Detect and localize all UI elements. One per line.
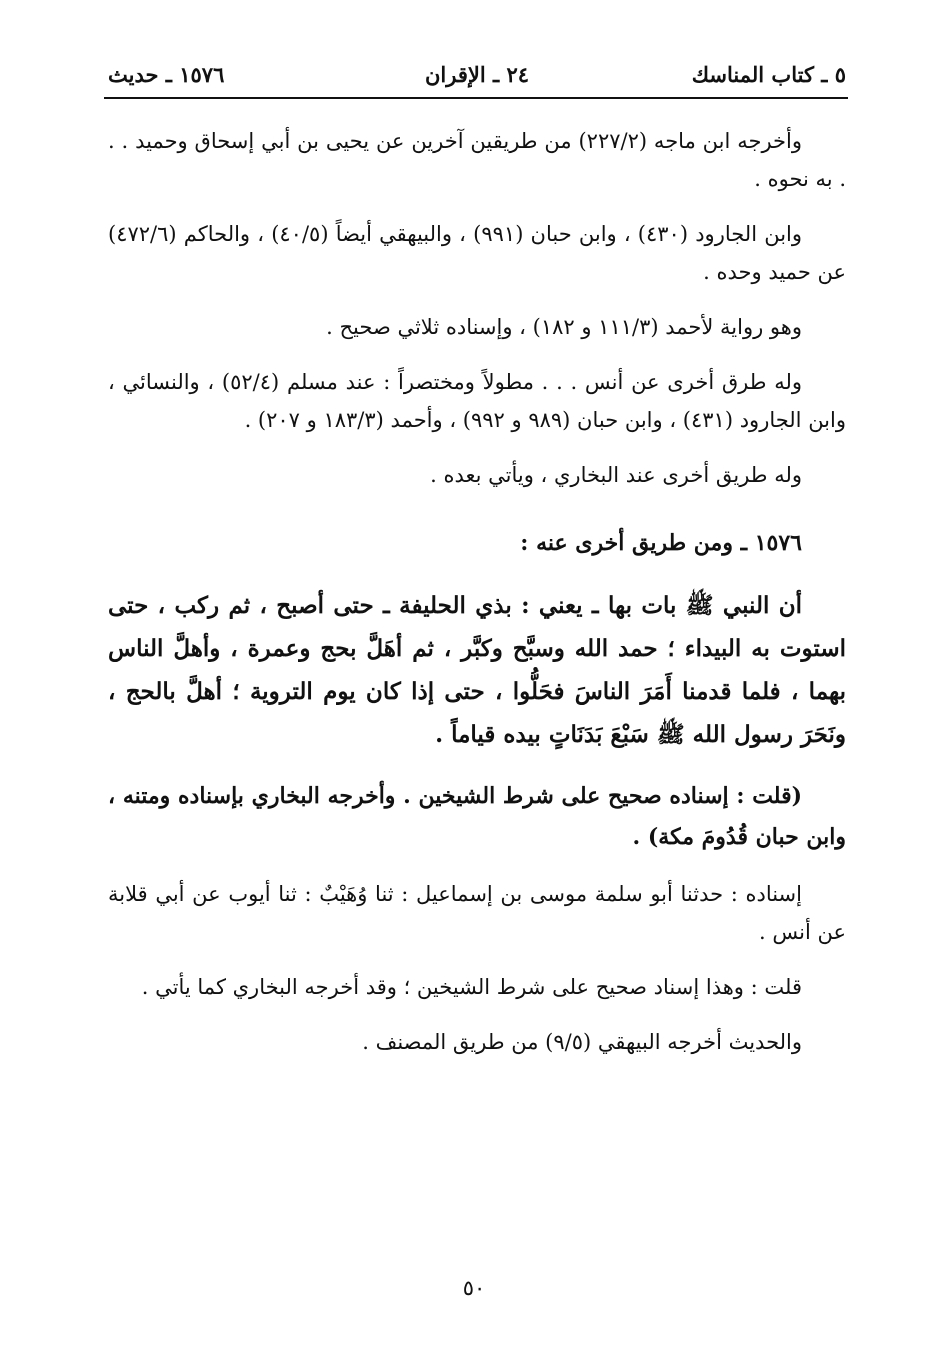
takhrij-paragraph: والحديث أخرجه البيهقي (٩/٥) من طريق المصنف .: [362, 1030, 802, 1054]
paragraph-ibn-majah: وأخرجه ابن ماجه (٢٢٧/٢) من طريقين آخرين عن يحيى بن أبي إسحاق وحميد . . . به نحوه .: [108, 129, 846, 191]
page-body: [108, 122, 846, 1078]
running-header: [108, 56, 846, 96]
paragraph-ibn-jarud: وابن الجارود (٤٣٠) ، وابن حبان (٩٩١) ، والبيهقي أيضاً (٤٠/٥) ، والحاكم (٤٧٢/٦) عن حميد وحده .: [108, 222, 846, 284]
header-rule: [104, 97, 848, 99]
grading-note: (قلت : إسناده صحيح على شرط الشيخين . وأخرجه البخاري بإسناده ومتنه ، وابن حبان قُدُومَ مكة) .: [108, 783, 846, 850]
header-hadith-number: ١٥٧٦ ـ حديث: [108, 62, 225, 87]
paragraph-bukhari-route: وله طريق أخرى عند البخاري ، ويأتي بعده .: [430, 463, 802, 487]
paragraph-ahmad: وهو رواية لأحمد (١١١/٣ و ١٨٢) ، وإسناده ثلاثي صحيح .: [326, 315, 802, 339]
header-chapter-title: ٢٤ ـ الإقران: [424, 62, 530, 87]
header-book-title: ٥ ـ كتاب المناسك: [691, 62, 846, 87]
page-number: ٥٠: [462, 1276, 486, 1300]
hadith-text: أن النبي ﷺ بات بها ـ يعني : بذي الحليفة ـ حتى أصبح ، ثم ركب ، حتى استوت به البيداء ؛ حمد الله وسبَّح وكبَّر ، ثم أهَلَّ بحج وعمرة ، وأهلَّ الناس بهما ، فلما قدمنا أَمَرَ الناسَ فحَلُّوا ، حتى إذا كان يوم التروية ؛ أهلَّ بالحج ، ونَحَرَ رسول الله ﷺ سَبْعَ بَدَنَاتٍ بيده قياماً .: [108, 592, 846, 748]
hadith-heading: ١٥٧٦ ـ ومن طريق أخرى عنه :: [520, 530, 802, 556]
isnad-paragraph: إسناده : حدثنا أبو سلمة موسى بن إسماعيل : ثنا وُهَيْبٌ : ثنا أيوب عن أبي قلابة عن أنس .: [108, 882, 846, 944]
commentary-paragraph: قلت : وهذا إسناد صحيح على شرط الشيخين ؛ وقد أخرجه البخاري كما يأتي .: [141, 975, 802, 999]
paragraph-other-routes: وله طرق أخرى عن أنس . . . مطولاً ومختصراً : عند مسلم (٥٢/٤) ، والنسائي ، وابن الجارود (٤٣١) ، وابن حبان (٩٨٩ و ٩٩٢) ، وأحمد (١٨٣/٣ و ٢٠٧) .: [108, 370, 846, 432]
